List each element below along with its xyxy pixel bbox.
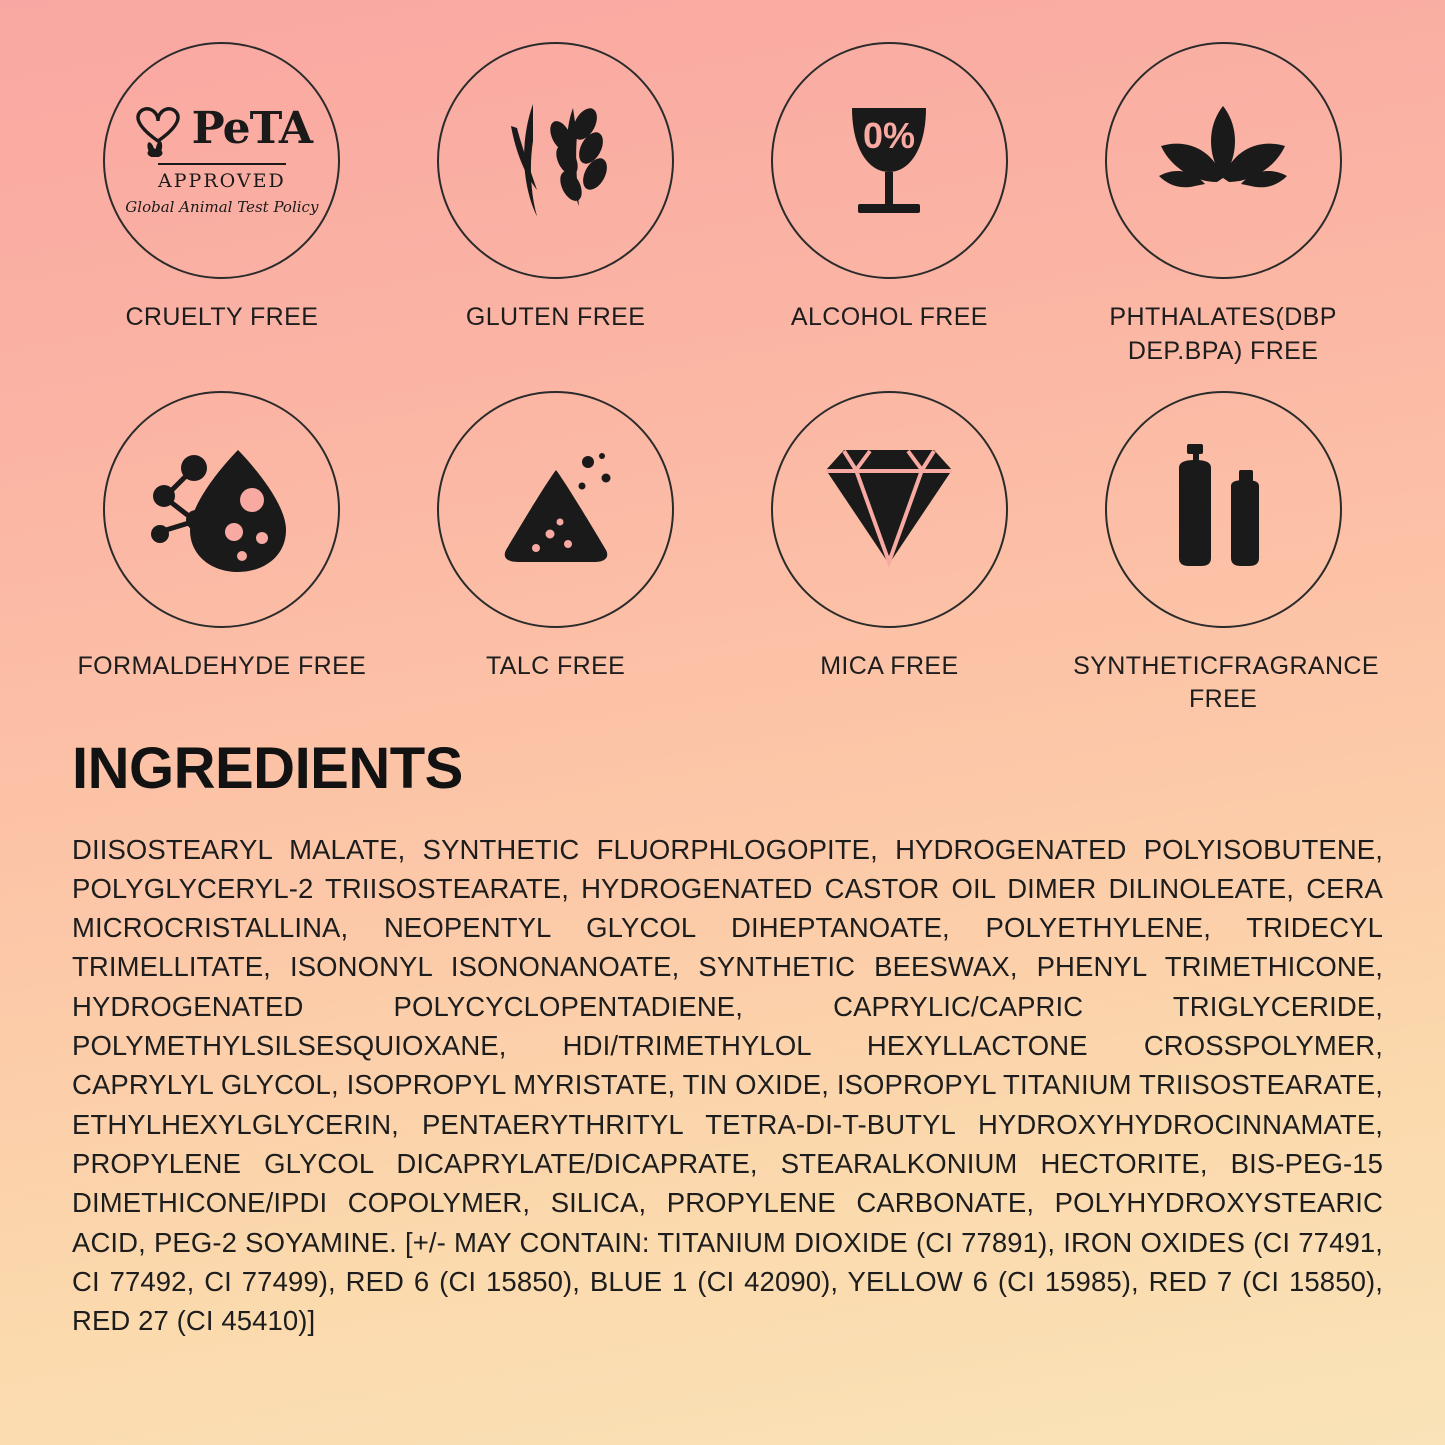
badge-phthalates-free <box>1056 42 1390 369</box>
badge-label: CRUELTY FREE <box>125 303 319 331</box>
badge-formaldehyde-free <box>55 369 389 718</box>
peta-approved-logo <box>125 101 318 216</box>
peta-approved-text: APPROVED <box>158 163 286 192</box>
badge-label: GLUTEN FREE <box>465 303 646 331</box>
badge-circle <box>1105 391 1342 628</box>
glass-zero-text: 0% <box>863 114 916 156</box>
ingredients-section <box>0 717 1445 1341</box>
badge-circle <box>437 42 674 279</box>
bottles-icon <box>1143 434 1303 584</box>
badge-circle <box>103 391 340 628</box>
powder-pile-icon <box>476 434 636 584</box>
badge-label: PHTHALATES(DBP DEP.BPA) FREE <box>1109 303 1337 365</box>
badge-talc-free <box>389 369 723 718</box>
badge-label: ALCOHOL FREE <box>790 303 988 331</box>
badge-gluten-free <box>389 42 723 369</box>
badge-synthetic-fragrance-free <box>1056 369 1390 718</box>
wine-glass-zero-percent-icon <box>814 86 964 236</box>
leaves-icon <box>1143 86 1303 236</box>
ingredients-list-text: DIISOSTEARYL MALATE, SYNTHETIC FLUORPHLOGOPITE, HYDROGENATED POLYISOBUTENE, POLYGLYCERYL-2 TRIISOSTEARATE, HYDROGENATED CASTOR OIL DIMER DILINOLEATE, CERA MICROCRISTALLINA, NEOPENTYL GLYCOL DIHEPTANOATE, POLYETHYLENE, TRIDECYL TRIMELLITATE, ISONONYL ISONONANOATE, SYNTHETIC BEESWAX, PHENYL TRIMETHICONE, HYDROGENATED POLYCYCLOPENTADIENE, CAPRYLIC/CAPRIC TRIGLYCERIDE, POLYMETHYLSILSESQUIOXANE, HDI/TRIMETHYLOL HEXYLLACTONE CROSSPOLYMER, CAPRYLYL GLYCOL, ISOPROPYL MYRISTATE, TIN OXIDE, ISOPROPYL TITANIUM TRIISOSTEARATE, ETHYLHEXYLGLYCERIN, PENTAERYTHRITYL TETRA-DI-T-BUTYL HYDROXYHYDROCINNAMATE, PROPYLENE GLYCOL DICAPRYLATE/DICAPRATE, STEARALKONIUM HECTORITE, BIS-PEG-15 DIMETHICONE/IPDI COPOLYMER, SILICA, PROPYLENE CARBONATE, POLYHYDROXYSTEARIC ACID, PEG-2 SOYAMINE. [+/- MAY CONTAIN: TITANIUM DIOXIDE (CI 77891), IRON OXIDES (CI 77491, CI 77492, CI 77499), RED 6 (CI 15850), BLUE 1 (CI 42090), YELLOW 6 (CI 15985), RED 7 (CI 15850), RED 27 (CI 45410)] <box>72 833 1383 1337</box>
badge-label: MICA FREE <box>820 651 959 680</box>
certification-badge-grid <box>0 0 1445 717</box>
ingredients-title: INGREDIENTS <box>72 736 463 801</box>
badge-circle <box>771 391 1008 628</box>
badge-circle <box>437 391 674 628</box>
badge-circle <box>1105 42 1342 279</box>
diamond-icon <box>804 434 974 584</box>
badge-label: TALC FREE <box>485 651 626 680</box>
peta-wordmark: PeTA <box>191 103 313 154</box>
heart-bunny-icon <box>132 101 184 157</box>
badge-label: SYNTHETICFRAGRANCE FREE <box>1073 651 1379 714</box>
molecule-droplet-icon <box>142 434 302 584</box>
badge-mica-free <box>723 369 1057 718</box>
badge-cruelty-free <box>55 42 389 369</box>
badge-circle <box>771 42 1008 279</box>
wheat-icon <box>481 86 631 236</box>
badge-circle <box>103 42 340 279</box>
badge-label: FORMALDEHYDE FREE <box>77 651 367 680</box>
peta-policy-text: Global Animal Test Policy <box>125 198 319 216</box>
badge-alcohol-free <box>723 42 1057 369</box>
